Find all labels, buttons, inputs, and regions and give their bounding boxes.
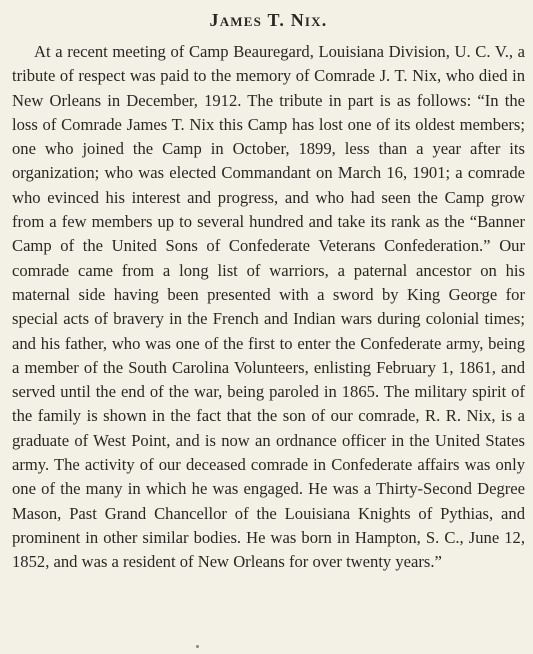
article-title: James T. Nix. bbox=[209, 10, 328, 30]
article bbox=[12, 6, 525, 575]
print-speck bbox=[196, 645, 199, 648]
article-body: At a recent meeting of Camp Beauregard, Louisiana Division, U. C. V., a tribute of respect was paid to the memory of Comrade J. T. Nix, who died in New Orleans in December, 1912. The tribute in part is as follows: “In the loss of Comrade James T. Nix this Camp has lost one of its oldest members; one who joined the Camp in October, 1899, less than a year after its organization; who was elected Commandant on March 16, 1901; a comrade who evinced his interest and progress, and who had seen the Camp grow from a few members up to several hundred and take its rank as the “Banner Camp of the United Sons of Confederate Veterans Confederation.” Our comrade came from a long list of warriors, a paternal ancestor on his maternal side having been presented with a sword by King George for special acts of bravery in the French and Indian wars during colonial times; and his father, who was one of the first to enter the Confederate army, being a member of the South Carolina Volunteers, enlisting February 1, 1861, and served until the end of the war, being paroled in 1865. The military spirit of the family is shown in the fact that the son of our comrade, R. R. Nix, is a graduate of West Point, and is now an ordnance officer in the United States army. The activity of our deceased comrade in Confederate affairs was only one of the many in which he was engaged. He was a Thirty-Second Degree Mason, Past Grand Chancellor of the Louisiana Knights of Pythias, and prominent in other similar bodies. He was born in Hampton, S. C., June 12, 1852, and was a resident of New Orleans for over twenty years.” bbox=[12, 42, 525, 572]
